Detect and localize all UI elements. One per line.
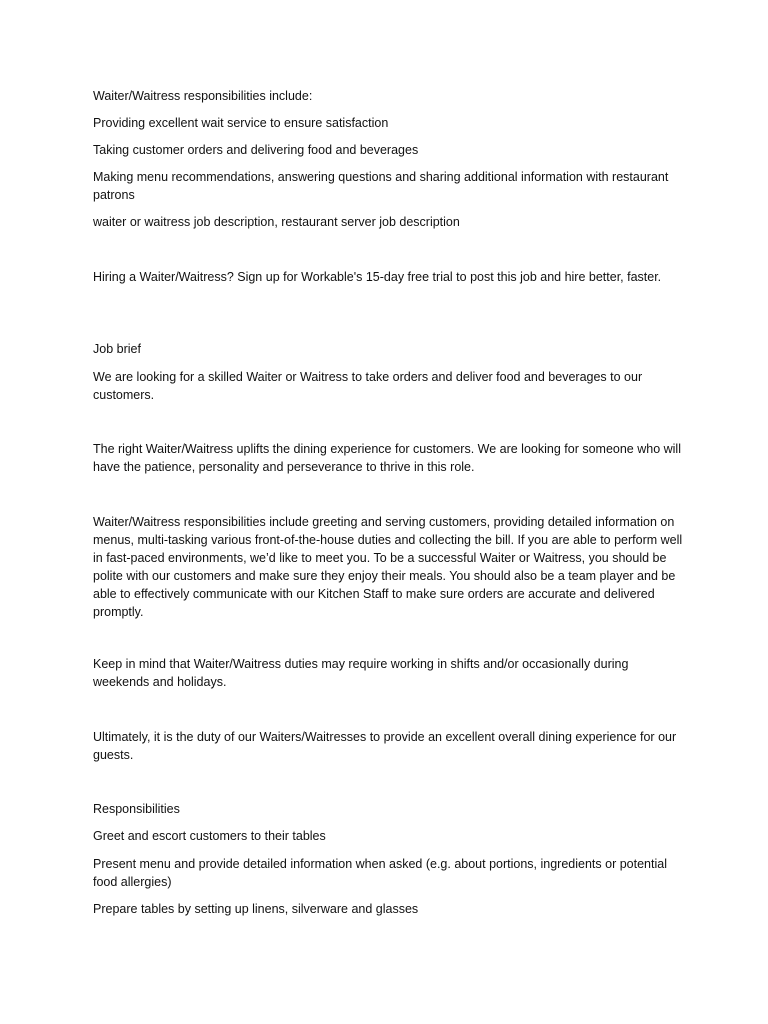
hiring-promo: Hiring a Waiter/Waitress? Sign up for Workable's 15-day free trial to post this job and hire better, faster. [93, 270, 662, 284]
job-brief-heading: Job brief [93, 342, 141, 356]
responsibility-item-3: Prepare tables by setting up linens, silverware and glasses [93, 902, 419, 916]
responsibility-item-2: Present menu and provide detailed information when asked (e.g. about portions, ingredients or potential food allergies) [93, 857, 667, 889]
intro-heading: Waiter/Waitress responsibilities include: [93, 89, 313, 103]
intro-item-1: Providing excellent wait service to ensure satisfaction [93, 116, 389, 130]
summary-paragraph: Ultimately, it is the duty of our Waiters/Waitresses to provide an excellent overall dining experience for our guests. [93, 730, 677, 762]
keywords-line: waiter or waitress job description, restaurant server job description [93, 215, 460, 229]
intro-item-3: Making menu recommendations, answering questions and sharing additional information with restaurant patrons [93, 170, 669, 202]
job-brief-paragraph-3: Waiter/Waitress responsibilities include greeting and serving customers, providing detailed information on menus, multi-tasking various front-of-the-house duties and collecting the bill. If you are able to perform well in fast-paced environments, we’d like to meet you. To be a successful Waiter or Waitress, you should be polite with our customers and make sure they enjoy their meals. You should also be a team player and be able to effectively communicate with our Kitchen Staff to make sure orders are accurate and delivered promptly. [93, 515, 683, 619]
responsibility-item-1: Greet and escort customers to their tables [93, 829, 326, 843]
intro-item-2: Taking customer orders and delivering food and beverages [93, 143, 419, 157]
shifts-paragraph: Keep in mind that Waiter/Waitress duties may require working in shifts and/or occasionally during weekends and holidays. [93, 657, 629, 689]
job-brief-paragraph-2: The right Waiter/Waitress uplifts the dining experience for customers. We are looking for someone who will have the patience, personality and perseverance to thrive in this role. [93, 442, 681, 474]
job-brief-intro: We are looking for a skilled Waiter or Waitress to take orders and deliver food and beverages to our customers. [93, 370, 643, 402]
responsibilities-heading: Responsibilities [93, 802, 180, 816]
